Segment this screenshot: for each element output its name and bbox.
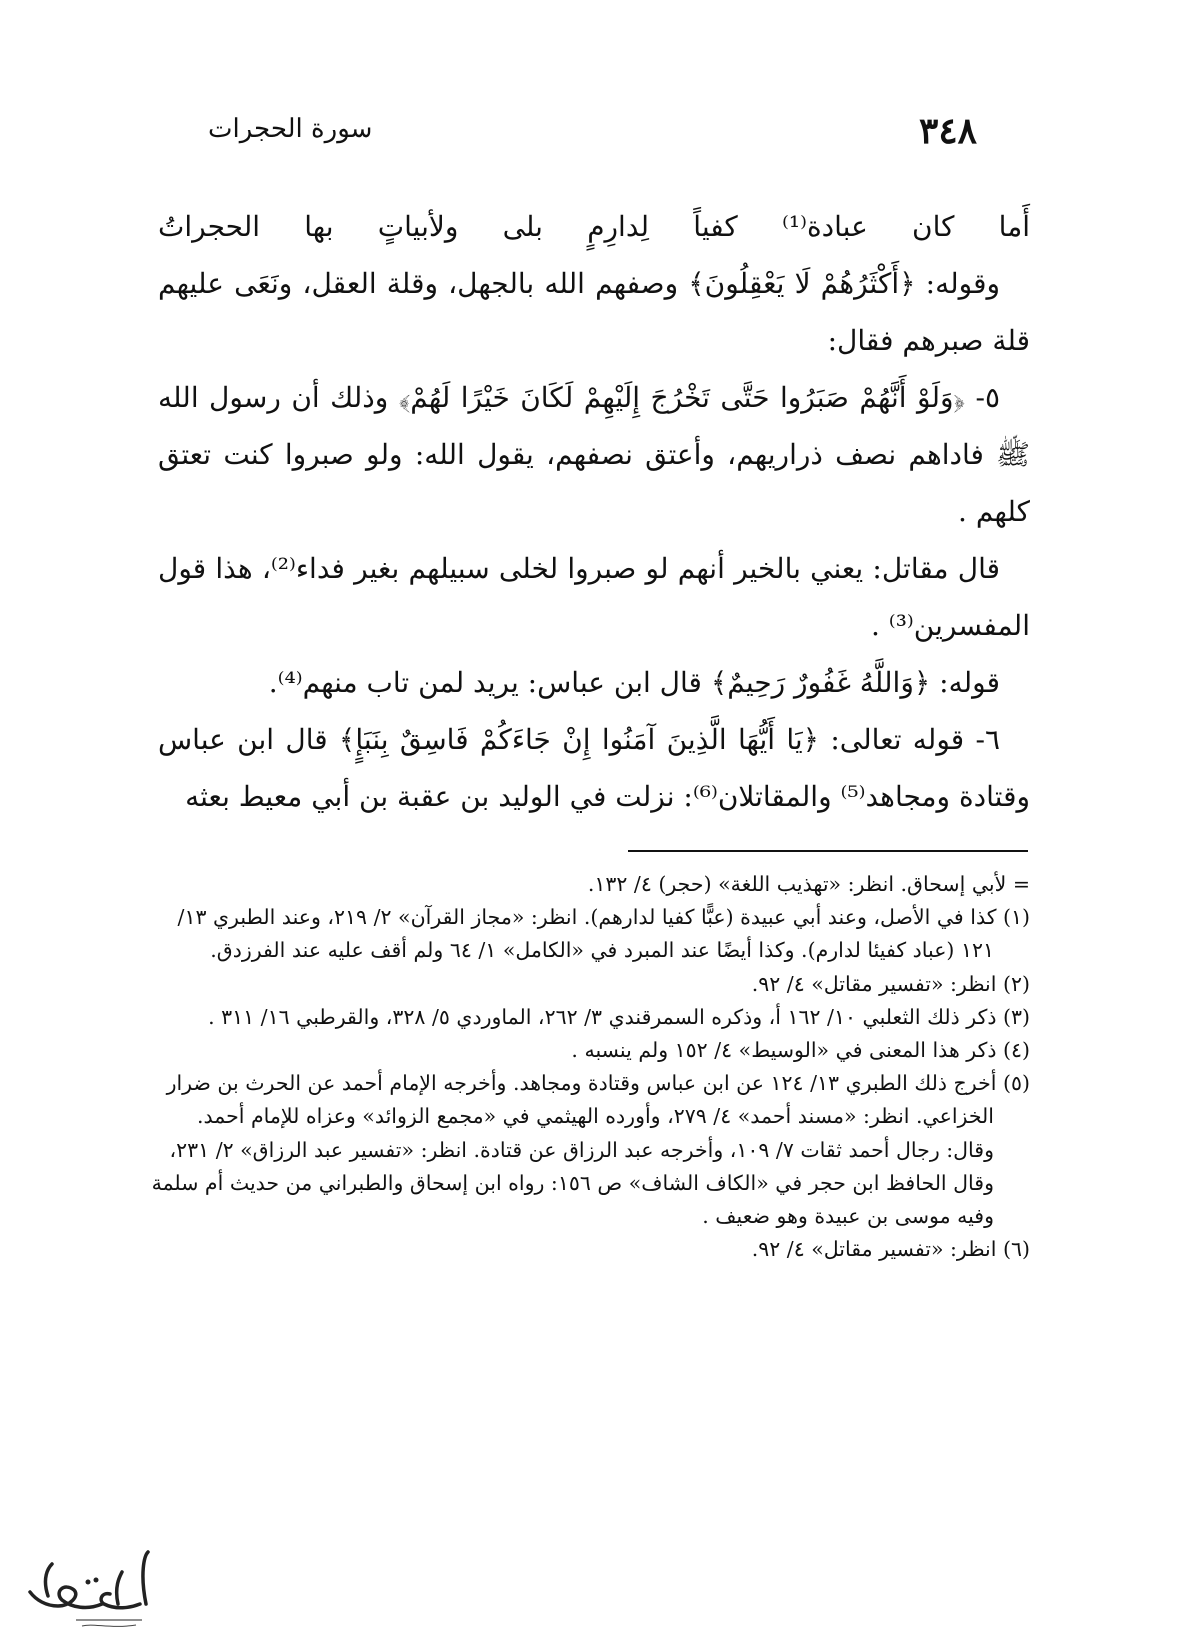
body-paragraph: ٥- ﴿وَلَوْ أَنَّهُمْ صَبَرُوا حَتَّى تَخْرُجَ إِلَيْهِمْ لَكَانَ خَيْرًا لَهُمْ﴾ وذلك أن رسول الله ﷺ فاداهم نصف ذراريهم، وأعتق نصفهم، يقول الله: ولو صبروا كنت تعتق كلهم . bbox=[158, 381, 1031, 528]
footnote-3: (٣) ذكر ذلك الثعلبي ١٠/ ١٦٢ أ، وذكره السمرقندي ٣/ ٢٦٢، الماوردي ٥/ ٣٢٨، والقرطبي ١٦/ ٣١١ . bbox=[208, 1004, 1030, 1029]
page-number: ٣٤٨ bbox=[918, 110, 977, 152]
footnote-continuation: = لأبي إسحاق. انظر: «تهذيب اللغة» (حجر) ٤/ ١٣٢. bbox=[587, 872, 1030, 896]
footnote-1: (١) كذا في الأصل، وعند أبي عبيدة (عبًّا كفيا لدارهم). انظر: «مجاز القرآن» ٢/ ٢١٩، وعند الطبري ١٣/ ١٢١ (عباد كفيئا لدارم). وكذا أيضًا عند المبرد في «الكامل» ١/ ٦٤ ولم أقف عليه عند الفرزدق. bbox=[177, 905, 1030, 963]
main-text bbox=[158, 198, 1030, 825]
running-title: سورة الحجرات bbox=[208, 114, 373, 144]
body-paragraph: وقوله: ﴿أَكْثَرُهُمْ لَا يَعْقِلُونَ﴾ وصفهم الله بالجهل، وقلة العقل، ونَعَى عليهم قلة صبرهم فقال: bbox=[158, 267, 1030, 357]
page-header bbox=[200, 110, 985, 160]
poetry-verse: أَما كان عبادة⁽¹⁾ كفياً لِدارِمٍ بلى ولأبياتٍ بها الحجراتُ bbox=[158, 210, 1030, 243]
footnote-6: (٦) انظر: «تفسير مقاتل» ٤/ ٩٢. bbox=[751, 1237, 1030, 1262]
footnote-divider bbox=[628, 850, 1028, 852]
calligraphy-logo bbox=[18, 1534, 158, 1634]
body-paragraph: قوله: ﴿وَاللَّهُ غَفُورٌ رَحِيمٌ﴾ قال ابن عباس: يريد لمن تاب منهم⁽⁴⁾. bbox=[268, 666, 1000, 699]
footnote-4: (٤) ذكر هذا المعنى في «الوسيط» ٤/ ١٥٢ ولم ينسبه . bbox=[571, 1038, 1030, 1063]
footnotes bbox=[150, 868, 1030, 1266]
body-paragraph: قال مقاتل: يعني بالخير أنهم لو صبروا لخلى سبيلهم بغير فداء⁽²⁾، هذا قول المفسرين⁽³⁾ . bbox=[158, 552, 1030, 642]
footnote-2: (٢) انظر: «تفسير مقاتل» ٤/ ٩٢. bbox=[751, 971, 1030, 996]
footnote-5: (٥) أخرج ذلك الطبري ١٣/ ١٢٤ عن ابن عباس وقتادة ومجاهد. وأخرجه الإمام أحمد عن الحرث بن ضرار الخزاعي. انظر: «مسند أحمد» ٤/ ٢٧٩، وأورده الهيثمي في «مجمع الزوائد» وعزاه للإمام أحمد. وقال: رجال أحمد ثقات ٧/ ١٠٩، وأخرجه عبد الرزاق عن قتادة. انظر: «تفسير عبد الرزاق» ٢/ ٢٣١، وقال الحافظ ابن حجر في «الكاف الشاف» ص ١٥٦: رواه ابن إسحاق والطبراني من حديث أم سلمة وفيه موسى بن عبيدة وهو ضعيف . bbox=[151, 1071, 1030, 1229]
body-paragraph: ٦- قوله تعالى: ﴿يَا أَيُّهَا الَّذِينَ آمَنُوا إِنْ جَاءَكُمْ فَاسِقٌ بِنَبَإٍ﴾ قال ابن عباس وقتادة ومجاهد⁽⁵⁾ والمقاتلان⁽⁶⁾: نزلت في الوليد بن عقبة بن أبي معيط بعثه bbox=[158, 723, 1030, 813]
